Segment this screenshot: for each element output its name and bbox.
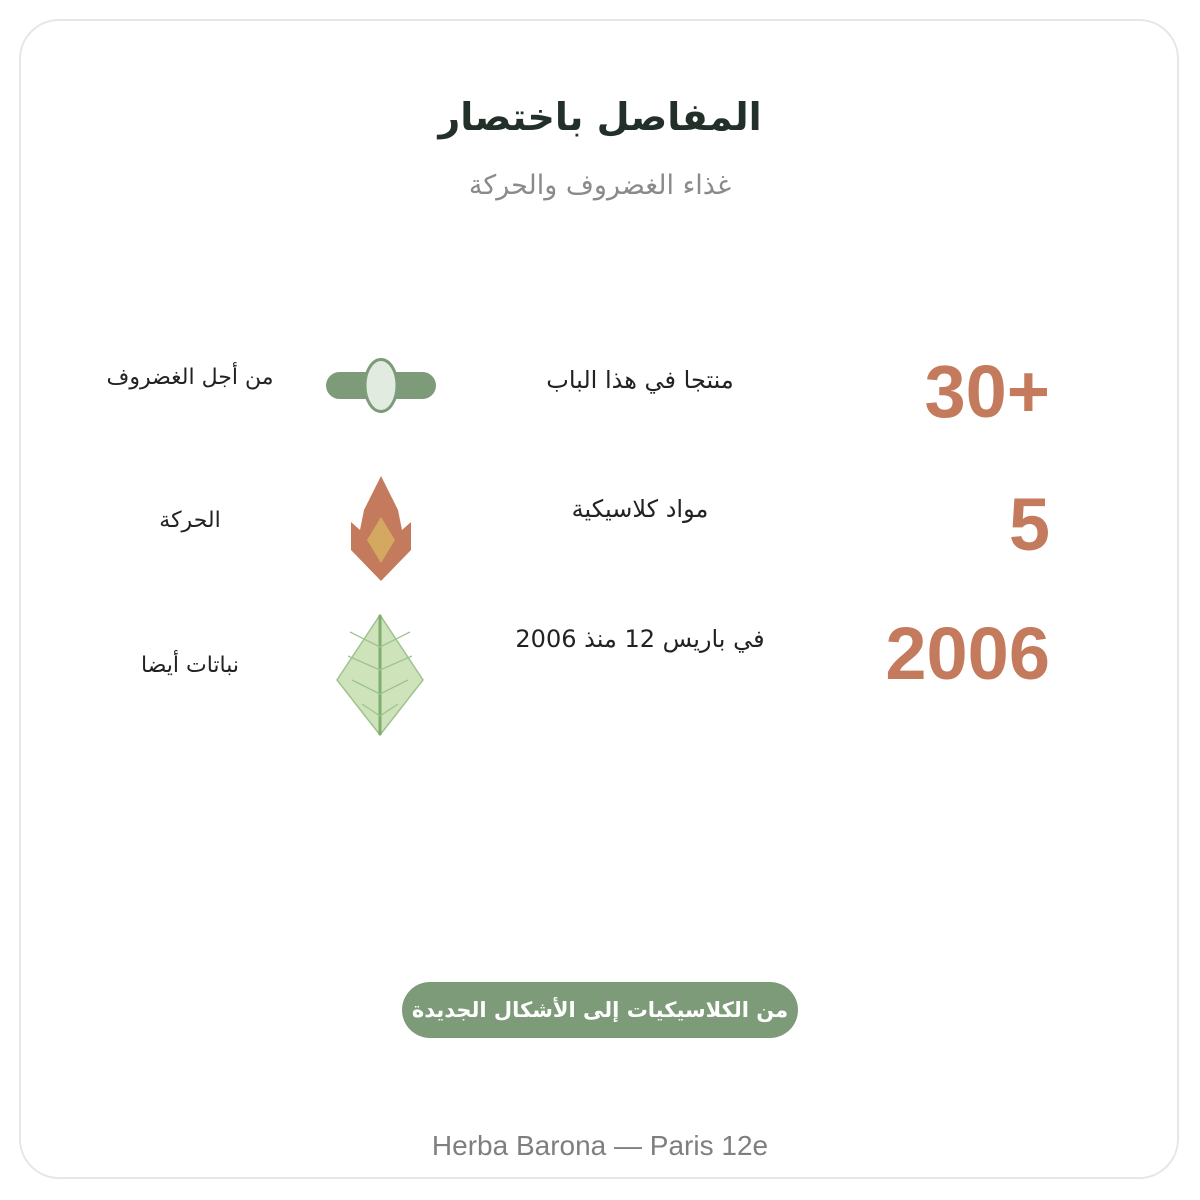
stat-number-materials: 5: [1008, 483, 1050, 566]
feature-label-cartilage: من أجل الغضروف: [106, 365, 274, 390]
stat-number-products: 30+: [924, 350, 1050, 433]
page-subtitle: غذاء الغضروف والحركة: [468, 170, 732, 201]
footer-brand: Herba Barona — Paris 12e: [431, 1130, 769, 1161]
cta-button[interactable]: من الكلاسيكيات إلى الأشكال الجديدة: [402, 982, 798, 1038]
stat-number-year: 2006: [885, 612, 1050, 695]
feature-label-movement: الحركة: [159, 508, 221, 533]
page-title: المفاصل باختصار: [438, 95, 762, 139]
stat-label-materials: مواد كلاسيكية: [571, 495, 709, 523]
stat-label-year: في باريس 12 منذ 2006: [515, 625, 765, 653]
capsule-icon: [324, 356, 438, 416]
stat-label-products: منتجا في هذا الباب: [546, 366, 734, 394]
feature-label-plants: نباتات أيضا: [140, 653, 239, 678]
leaf-icon: [334, 612, 426, 738]
flame-icon: [348, 474, 414, 584]
